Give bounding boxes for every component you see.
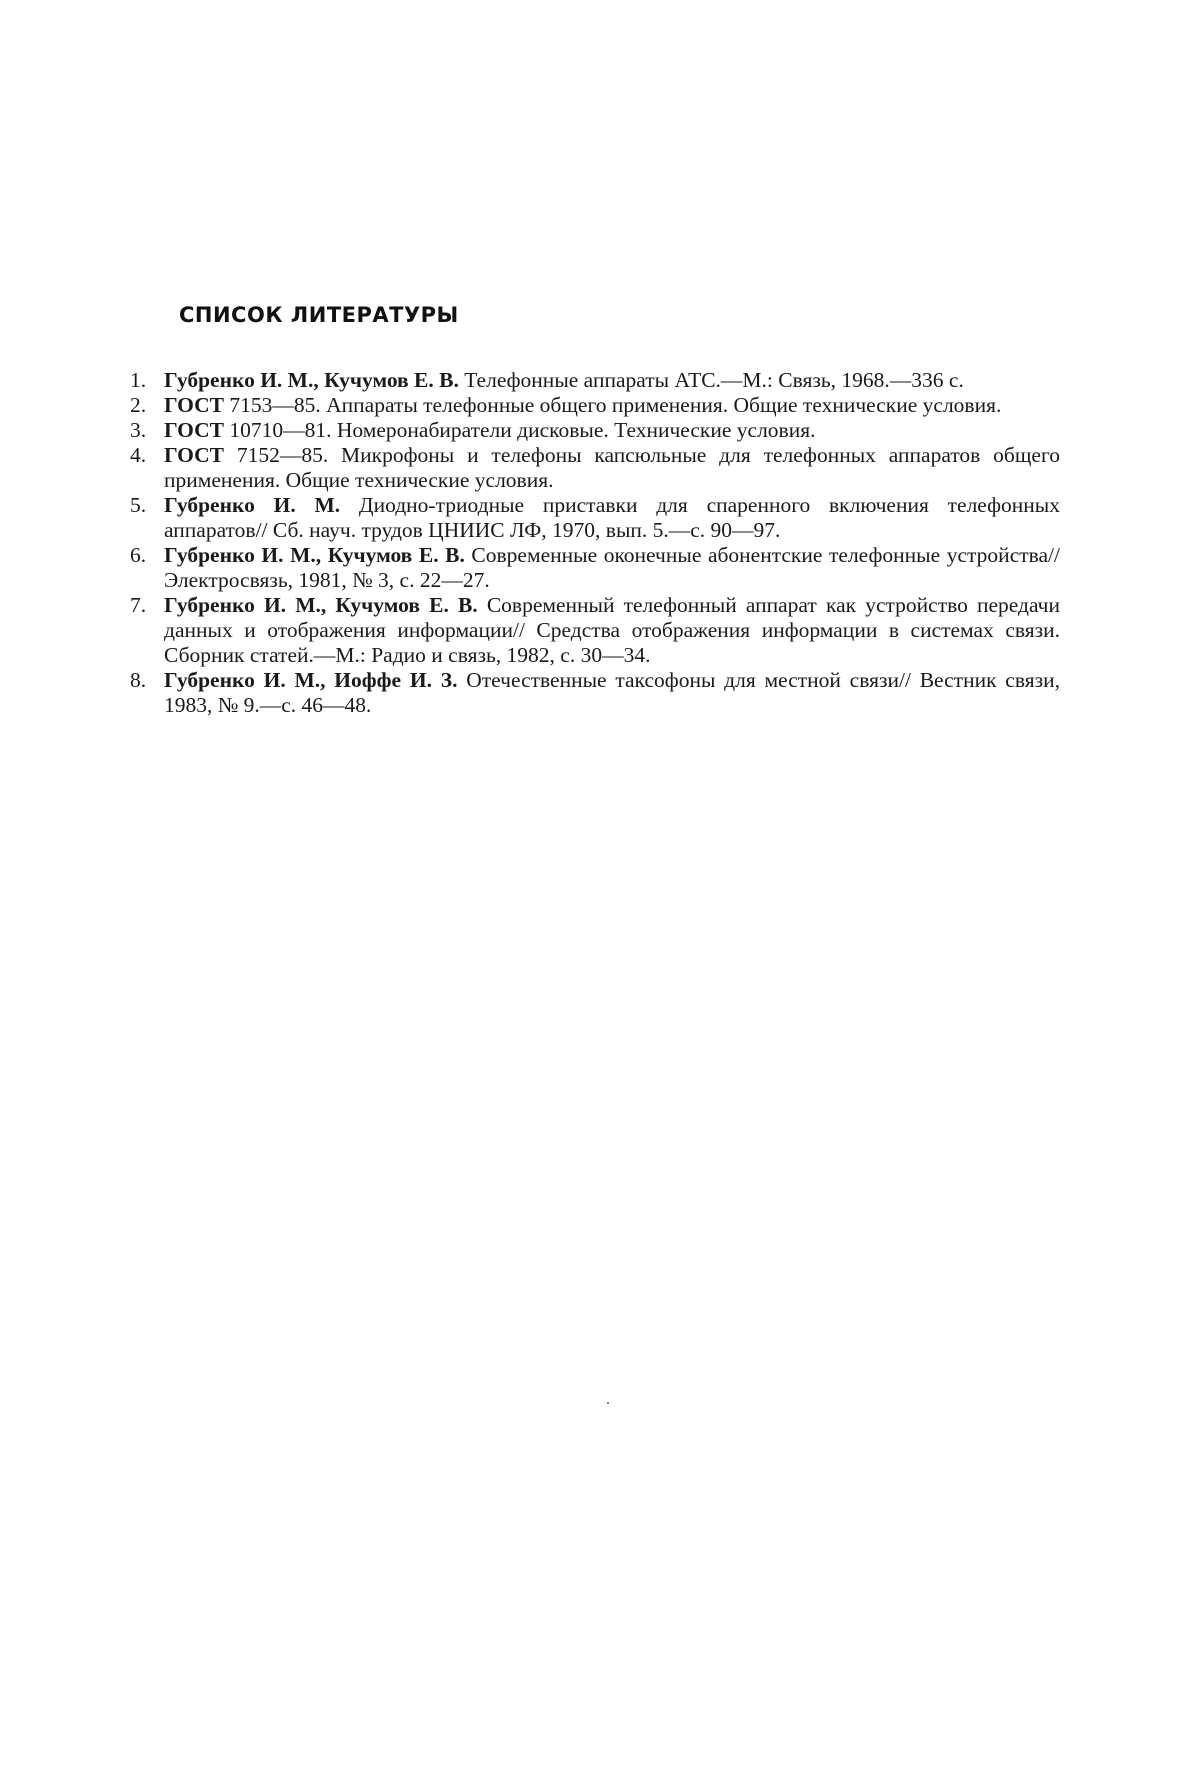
reference-number: 3. xyxy=(130,418,147,442)
reference-number: 1. xyxy=(130,368,147,392)
reference-text: 7153—85. Аппараты телефонные общего применения. Общие технические условия. xyxy=(224,393,1002,417)
reference-authors: Губренко И. М., Кучумов Е. В. xyxy=(164,368,459,392)
reference-number: 4. xyxy=(130,443,147,467)
reference-number: 5. xyxy=(130,493,147,517)
reference-list xyxy=(130,368,1060,718)
reference-number: 7. xyxy=(130,593,147,617)
reference-text: 7152—85. Микрофоны и телефоны капсюльные для телефонных аппаратов общего применения. Общие технические условия. xyxy=(164,443,1060,492)
reference-authors: ГОСТ xyxy=(164,418,224,442)
reference-text: Диодно-триодные приставки для спаренного включения телефонных аппаратов// Сб. науч. трудов ЦНИИС ЛФ, 1970, вып. 5.—с. 90—97. xyxy=(164,493,1060,542)
reference-authors: Губренко И. М., Кучумов Е. В. xyxy=(164,593,478,617)
reference-text: Отечественные таксофоны для местной связи// Вестник связи, 1983, № 9.—с. 46—48. xyxy=(164,668,1060,717)
reference-text: Телефонные аппараты АТС.—М.: Связь, 1968.—336 с. xyxy=(458,368,964,392)
reference-text: 10710—81. Номеронабиратели дисковые. Технические условия. xyxy=(224,418,816,442)
reference-text: Современный телефонный аппарат как устройство передачи данных и отображения информации// Средства отображения информации в системах связи. Сборник статей.—М.: Радио и связь, 1982, с. 30—34. xyxy=(164,593,1060,667)
reference-authors: Губренко И. М., Иоффе И. З. xyxy=(164,668,458,692)
reference-number: 2. xyxy=(130,393,147,417)
reference-number: 8. xyxy=(130,668,147,692)
reference-item xyxy=(130,368,1060,393)
reference-text: Современные оконечные абонентские телефонные устройства// Электросвязь, 1981, № 3, с. 22—27. xyxy=(164,543,1060,592)
reference-item xyxy=(130,418,1060,443)
reference-item xyxy=(130,493,1060,543)
reference-authors: ГОСТ xyxy=(164,443,224,467)
reference-item xyxy=(130,593,1060,668)
reference-item xyxy=(130,443,1060,493)
reference-item xyxy=(130,668,1060,718)
reference-item xyxy=(130,393,1060,418)
scan-speck xyxy=(607,1402,609,1404)
reference-authors: ГОСТ xyxy=(164,393,224,417)
reference-number: 6. xyxy=(130,543,147,567)
reference-authors: Губренко И. М. xyxy=(164,493,341,517)
bibliography-heading: СПИСОК ЛИТЕРАТУРЫ xyxy=(179,303,459,327)
reference-authors: Губренко И. М., Кучумов Е. В. xyxy=(164,543,465,567)
reference-item xyxy=(130,543,1060,593)
